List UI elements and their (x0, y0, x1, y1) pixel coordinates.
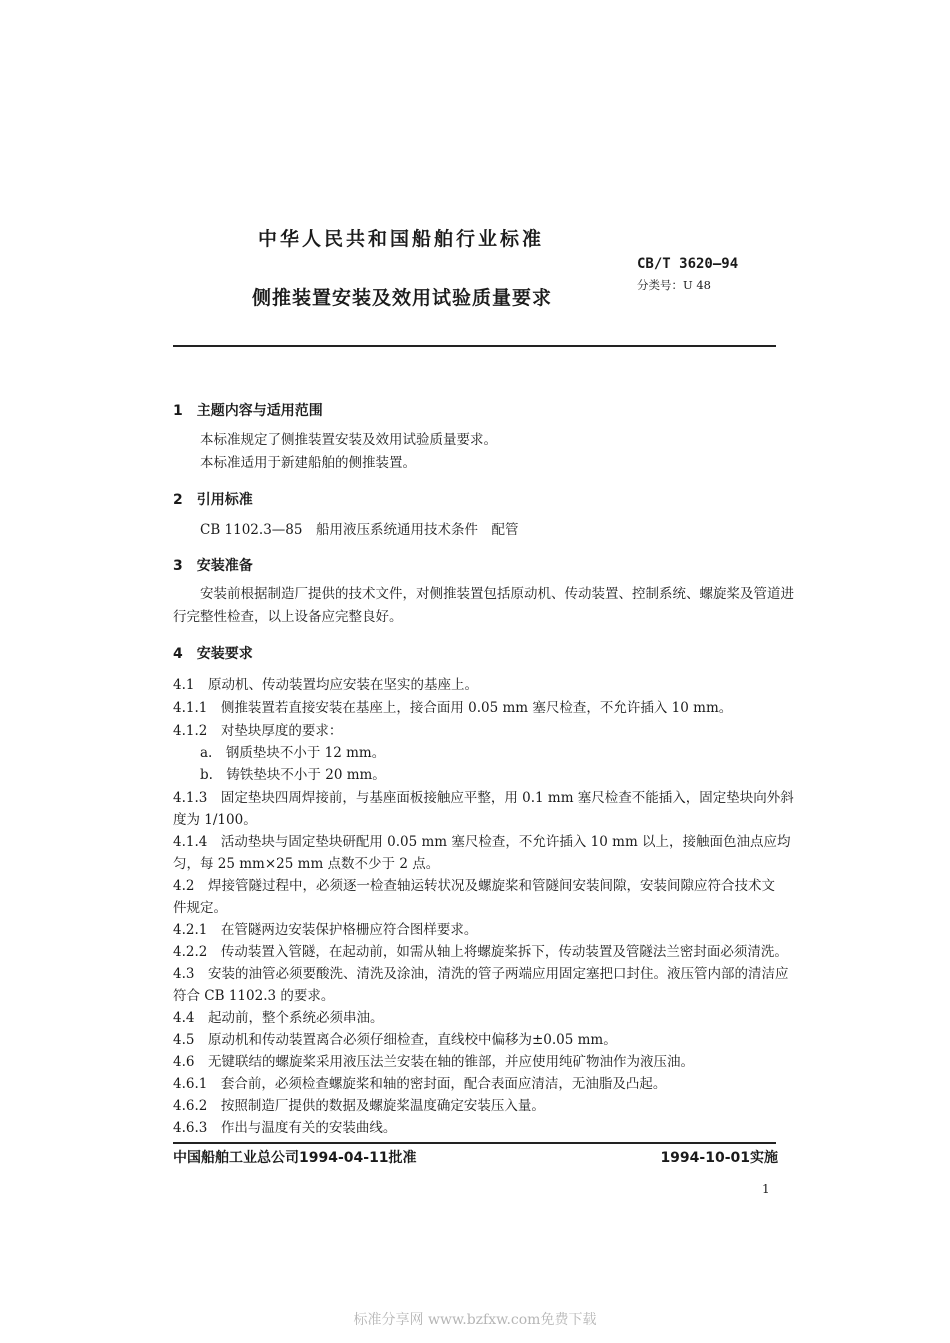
item-4-6: 4.6 无键联结的螺旋桨采用液压法兰安装在轴的锥部，并应使用纯矿物油作为液压油。 (173, 1054, 694, 1070)
standard-code: CB/T 3620—94 (637, 256, 739, 272)
doc-title: 侧推装置安装及效用试验质量要求 (252, 287, 553, 309)
section-3-para-line-1: 安装前根据制造厂提供的技术文件，对侧推装置包括原动机、传动装置、控制系统、螺旋桨及管道进 (200, 586, 794, 602)
header-rule (173, 345, 776, 347)
item-4-1-4-line-2: 匀，每 25 mm×25 mm 点数不少于 2 点。 (173, 856, 440, 872)
item-4-1-3-line-2: 度为 1/100。 (173, 812, 257, 828)
approval-line: 中国船舶工业总公司1994-04-11批准 (173, 1150, 417, 1166)
classification-number: 分类号：U 48 (637, 278, 711, 292)
page-number: 1 (762, 1182, 770, 1196)
section-1-para-2: 本标准适用于新建船舶的侧推装置。 (200, 455, 416, 471)
effective-date: 1994-10-01实施 (660, 1150, 778, 1166)
section-3-title: 3 安装准备 (173, 558, 253, 574)
item-4-5: 4.5 原动机和传动装置离合必须仔细检查，直线校中偏移为±0.05 mm。 (173, 1032, 617, 1048)
section-2-title: 2 引用标准 (173, 492, 253, 508)
section-2-reference: CB 1102.3—85 船用液压系统通用技术条件 配管 (200, 522, 519, 538)
item-4-3-line-2: 符合 CB 1102.3 的要求。 (173, 988, 335, 1004)
item-4-4: 4.4 起动前，整个系统必须串油。 (173, 1010, 384, 1026)
item-4-3-line-1: 4.3 安装的油管必须要酸洗、清洗及涂油，清洗的管子两端应用固定塞把口封住。液压管内部的清洁应 (173, 966, 789, 982)
section-1-title: 1 主题内容与适用范围 (173, 403, 323, 419)
item-4-6-2: 4.6.2 按照制造厂提供的数据及螺旋桨温度确定安装压入量。 (173, 1098, 545, 1114)
section-1-para-1: 本标准规定了侧推装置安装及效用试验质量要求。 (200, 432, 497, 448)
watermark: 标准分享网 www.bzfxw.com免费下载 (353, 1312, 597, 1328)
item-4-1-2-a: a. 钢质垫块不小于 12 mm。 (200, 745, 386, 761)
item-4-2-line-1: 4.2 焊接管隧过程中，必须逐一检查轴运转状况及螺旋桨和管隧间安装间隙，安装间隙应符合技术文 (173, 878, 775, 894)
item-4-6-1: 4.6.1 套合前，必须检查螺旋桨和轴的密封面，配合表面应清洁，无油脂及凸起。 (173, 1076, 667, 1092)
item-4-6-3: 4.6.3 作出与温度有关的安装曲线。 (173, 1120, 397, 1136)
item-4-1-4-line-1: 4.1.4 活动垫块与固定垫块研配用 0.05 mm 塞尺检查，不允许插入 10 mm 以上，接触面色油点应均 (173, 834, 791, 850)
item-4-1-2-b: b. 铸铁垫块不小于 20 mm。 (200, 767, 386, 783)
item-4-2-1: 4.2.1 在管隧两边安装保护格栅应符合图样要求。 (173, 922, 478, 938)
footer-rule (173, 1142, 776, 1144)
item-4-1-1: 4.1.1 侧推装置若直接安装在基座上，接合面用 0.05 mm 塞尺检查，不允许插入 10 mm。 (173, 700, 733, 716)
item-4-2-2: 4.2.2 传动装置入管隧，在起动前，如需从轴上将螺旋桨拆下，传动装置及管隧法兰密封面必须清洗。 (173, 944, 788, 960)
item-4-1-3-line-1: 4.1.3 固定垫块四周焊接前，与基座面板接触应平整，用 0.1 mm 塞尺检查不能插入，固定垫块向外斜 (173, 790, 794, 806)
item-4-2-line-2: 件规定。 (173, 900, 227, 916)
section-3-para-line-2: 行完整性检查，以上设备应完整良好。 (173, 609, 403, 625)
section-4-title: 4 安装要求 (173, 646, 253, 662)
org-title: 中华人民共和国船舶行业标准 (258, 228, 545, 250)
item-4-1: 4.1 原动机、传动装置均应安装在坚实的基座上。 (173, 677, 478, 693)
item-4-1-2: 4.1.2 对垫块厚度的要求： (173, 723, 343, 739)
